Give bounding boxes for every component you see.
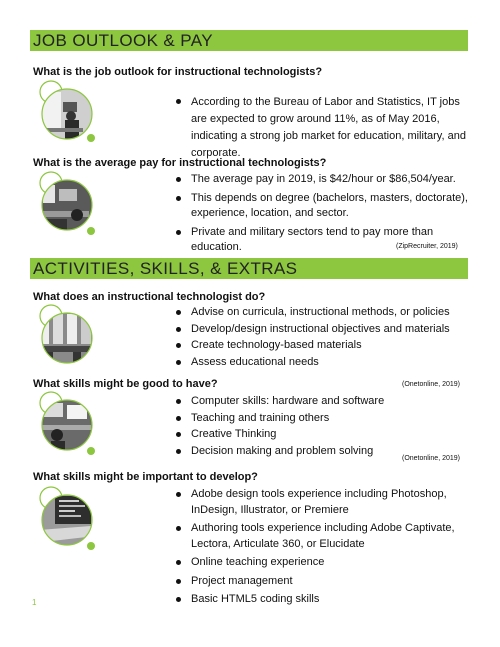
bullet-item: Private and military sectors tend to pay more than education. [175,225,470,256]
question-heading: What does an instructional technologist do? [33,291,266,303]
bullet-item: Online teaching experience [175,555,470,571]
bullet-list [175,94,470,165]
bullet-list [175,305,470,371]
bullet-item: Creative Thinking [175,427,470,443]
bullet-item: This depends on degree (bachelors, masters, doctorate), experience, location, and sector. [175,191,470,222]
bullet-list [175,487,470,611]
photo-computer-desk [33,391,97,455]
section-title: ACTIVITIES, SKILLS, & EXTRAS [33,259,298,278]
section-banner-job-outlook [30,30,468,51]
source-citation: (ZipRecruiter, 2019) [396,243,458,250]
question-heading: What is the average pay for instructional technologists? [33,157,327,169]
photo-office-worker [33,80,97,144]
bullet-item: Create technology-based materials [175,338,470,354]
photo-laptop-code [33,486,97,550]
bullet-item: Project management [175,574,470,590]
bullet-list [175,394,470,460]
photo-workspace [33,171,97,235]
source-citation: (Onetonline, 2019) [402,381,460,388]
section-title: JOB OUTLOOK & PAY [33,31,213,50]
question-heading: What skills might be important to develop? [33,471,258,483]
bullet-item: Advise on curricula, instructional methods, or policies [175,305,470,321]
bullet-item: Adobe design tools experience including Photoshop, InDesign, Illustrator, or Premiere [175,487,470,518]
photo-library-room [33,304,97,368]
section-banner-activities [30,258,468,279]
bullet-item: Basic HTML5 coding skills [175,592,470,608]
bullet-item: According to the Bureau of Labor and Statistics, IT jobs are expected to grow around 11%, as of May 2016, indicating a strong job market for education, military, and corporate. [175,94,470,162]
bullet-item: Authoring tools experience including Adobe Captivate, Lectora, Articulate 360, or Elucidate [175,521,470,552]
bullet-item: Decision making and problem solving [175,444,470,460]
bullet-item: The average pay in 2019, is $42/hour or $86,504/year. [175,172,470,188]
bullet-item: Teaching and training others [175,411,470,427]
bullet-item: Develop/design instructional objectives and materials [175,322,470,338]
question-heading: What is the job outlook for instructional technologists? [33,66,323,78]
bullet-item: Computer skills: hardware and software [175,394,470,410]
bullet-item: Assess educational needs [175,355,470,371]
question-heading: What skills might be good to have? [33,378,218,390]
page-number: 1 [32,598,37,607]
source-citation: (Onetonline, 2019) [402,455,460,462]
